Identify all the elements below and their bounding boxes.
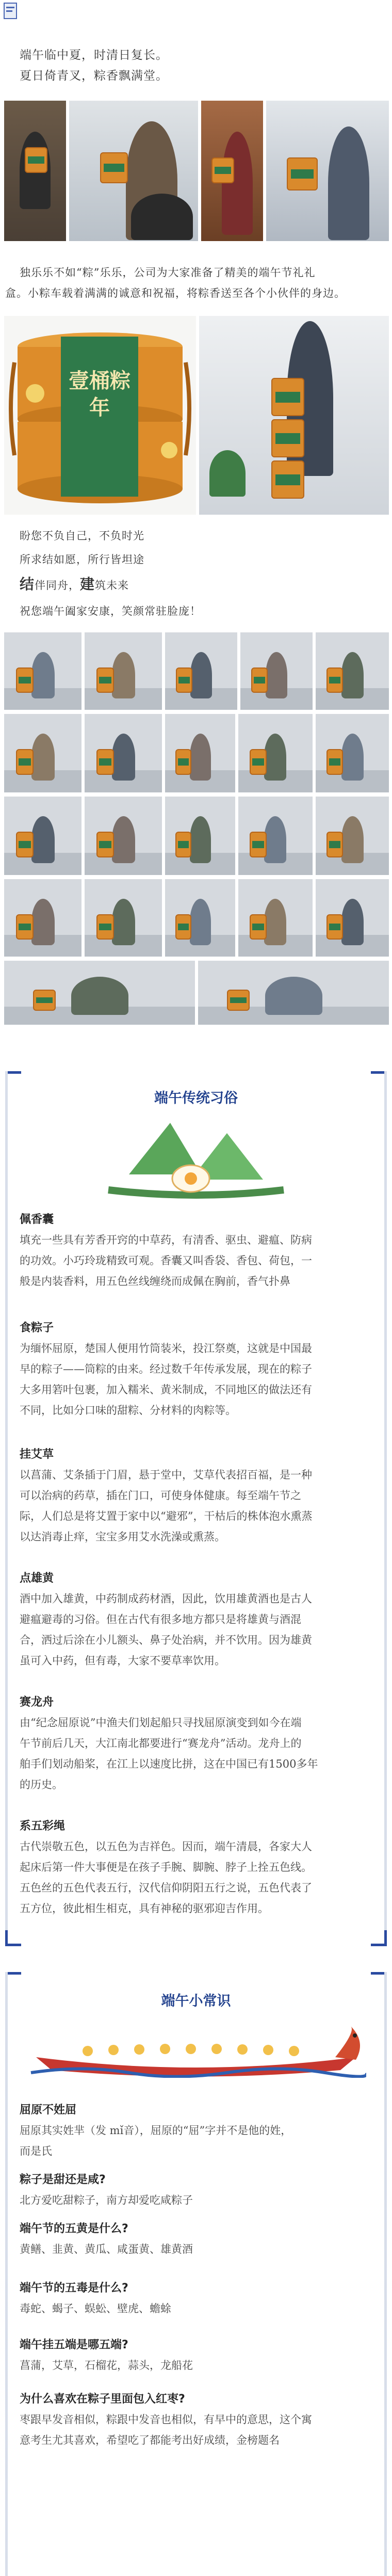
custom-text-line: 的历史。 [20, 1778, 63, 1791]
knowledge-question-2: 粽子是甜还是咸? [20, 2173, 106, 2186]
poem-line-4: 祝您端午阖家安康，笑颜常驻脸庞！ [20, 605, 201, 617]
custom-text-line: 五方位，彼此相生相克，具有神秘的驱邪迎吉作用。 [20, 1902, 269, 1915]
poem-part-1: 伴同舟， [35, 579, 80, 592]
staff-photo-8 [165, 714, 235, 792]
custom-text-line: 合，洒过后涂在小儿额头、鼻子处治病，并不饮用。因为雄黄 [20, 1634, 312, 1646]
custom-heading-3: 挂艾草 [20, 1448, 54, 1461]
knowledge-answer-line: 枣跟早发音相似，粽跟中发音也相似，有早中的意思，这个寓 [20, 2413, 312, 2426]
customs-title: 端午传统习俗 [154, 1090, 238, 1106]
custom-text-line: 为缅怀屈原，楚国人便用竹筒装米，投江祭奠，这就是中国最 [20, 1342, 312, 1355]
gift-text-1: 独乐乐不如“粽”乐乐，公司为大家准备了精美的端午节礼礼 [20, 266, 316, 279]
custom-text-line: 午节前后几天，大江南北都要进行“赛龙舟”活动。龙舟上的 [20, 1737, 302, 1750]
custom-text-line: 的功效。小巧玲珑精致可观。香囊又叫香袋、香包、荷包，一 [20, 1254, 312, 1267]
gift-text-2: 盒。小粽车载着满满的诚意和祝福，将粽香送至各个小伙伴的身边。 [5, 287, 346, 299]
gift-box-image [4, 316, 196, 515]
knowledge-answer-line: 而是氏 [20, 2145, 52, 2157]
custom-text-line: 不同，比如分口味的甜粽、分材料的肉粽等。 [20, 1404, 236, 1417]
staff-photo-11 [4, 797, 81, 875]
staff-photo-4 [240, 632, 313, 710]
staff-photo-13 [165, 797, 235, 875]
custom-text-line: 五色丝的五色代表五行，汉代信仰阴阳五行之说，五色代表了 [20, 1882, 312, 1894]
custom-heading-4: 点雄黄 [20, 1572, 54, 1585]
custom-text-line: 以达消毒止痒，宝宝多用艾水洗澡或熏蒸。 [20, 1531, 225, 1543]
knowledge-answer-line: 毒蛇、蝎子、蜈蚣、壁虎、蟾蜍 [20, 2302, 171, 2315]
knowledge-answer-line: 菖蒲，艾草，石榴花，蒜头，龙船花 [20, 2359, 193, 2372]
custom-heading-5: 赛龙舟 [20, 1696, 54, 1709]
staff-photo-3 [165, 632, 237, 710]
knowledge-answer-line: 北方爱吃甜粽子，南方却爱吃咸粽子 [20, 2194, 193, 2206]
custom-text-line: 可以治病的药草，插在门口，可使身体健康。每至端午节之 [20, 1489, 301, 1502]
knowledge-question-6: 为什么喜欢在粽子里面包入红枣? [20, 2393, 185, 2406]
poem-part-2: 筑未来 [95, 579, 129, 592]
staff-photo-19 [238, 879, 313, 957]
staff-photo-20 [316, 879, 389, 957]
custom-text-line: 古代崇敬五色，以五色为吉祥色。因而，端午清晨，各家大人 [20, 1840, 312, 1853]
photo-distribution-2 [69, 101, 198, 241]
knowledge-question-3: 端午节的五黄是什么? [20, 2222, 128, 2235]
intro-line-1: 端午临中夏，时清日复长。 [20, 49, 168, 62]
staff-photo-7 [85, 714, 162, 792]
photo-gift-stack [199, 316, 389, 515]
custom-text-line: 起床后第一件大事便是在孩子手腕、脚腕、脖子上拴五色线。 [20, 1861, 312, 1873]
custom-text-line: 以菖蒲、艾条插于门眉，悬于堂中，艾草代表招百福，是一种 [20, 1469, 312, 1481]
frame-corner-br [371, 1930, 387, 1946]
knowledge-title: 端午小常识 [161, 1993, 231, 2009]
photo-distribution-4 [266, 101, 389, 241]
staff-photo-1 [4, 632, 81, 710]
knowledge-answer-line: 屈原其实姓芈（发 mǐ音），屈原的“屈”字并不是他的姓， [20, 2124, 292, 2137]
custom-text-line: 避瘟避毒的习俗。但在古代有很多地方都只是将雄黄与酒混 [20, 1613, 301, 1626]
photo-distribution-3 [201, 101, 263, 241]
staff-photo-14 [238, 797, 313, 875]
staff-photo-17 [85, 879, 162, 957]
knowledge-section [5, 1972, 387, 2576]
poem-line-1: 盼您不负自己，不负时光 [20, 530, 144, 542]
custom-heading-1: 佩香囊 [20, 1213, 54, 1226]
custom-text-line: 填充一些具有芳香开窍的中草药，有清香、驱虫、避瘟、防病 [20, 1234, 312, 1246]
frame-corner-bl [5, 1930, 21, 1946]
customs-section [5, 1071, 387, 1946]
staff-photo-10 [316, 714, 389, 792]
staff-photo-21 [4, 961, 195, 1025]
zongzi-illustration [98, 1112, 294, 1200]
staff-photo-5 [316, 632, 389, 710]
staff-photo-18 [165, 879, 235, 957]
custom-text-line: 由“纪念屈原说”中渔夫们划起船只寻找屈原演变到如今在端 [20, 1716, 302, 1729]
staff-photo-22 [198, 961, 389, 1025]
custom-text-line: 酒中加入雄黄，中药制成药材酒，因此，饮用雄黄酒也是古人 [20, 1593, 312, 1605]
knowledge-question-4: 端午节的五毒是什么? [20, 2282, 128, 2295]
photo-distribution-1 [4, 101, 66, 241]
custom-text-line: 大多用箬叶包裹，加入糯米、黄米制成，不同地区的做法还有 [20, 1384, 312, 1396]
gift-box-title: 壹桶粽年 [69, 369, 130, 420]
staff-photo-15 [316, 797, 389, 875]
custom-text-line: 际，人们总是将艾置于家中以“避邪”，干枯后的株体泡水熏蒸 [20, 1510, 313, 1522]
custom-text-line: 虽可入中药，但有毒，大家不要草率饮用。 [20, 1655, 225, 1667]
poem-emph-2: 建 [80, 576, 95, 593]
poem-line-2: 所求结如愿，所行皆坦途 [20, 553, 144, 566]
staff-photo-grid [4, 632, 389, 1025]
staff-photo-9 [238, 714, 313, 792]
knowledge-answer-line: 黄鳝、韭黄、黄瓜、咸蛋黄、雄黄酒 [20, 2243, 193, 2255]
custom-heading-6: 系五彩绳 [20, 1820, 66, 1833]
knowledge-question-5: 端午挂五端是哪五端? [20, 2339, 128, 2351]
custom-heading-2: 食粽子 [20, 1322, 54, 1334]
poem-line-3 [20, 573, 129, 594]
knowledge-question-1: 屈原不姓屈 [20, 2104, 77, 2117]
custom-text-line: 般是内装香料，用五色丝线缠绕而成佩在胸前，香气扑鼻 [20, 1275, 290, 1287]
staff-photo-16 [4, 879, 81, 957]
staff-photo-6 [4, 714, 81, 792]
custom-text-line: 早的粽子——筒粽的由来。经过数千年传承发展，现在的粽子 [20, 1363, 312, 1375]
staff-photo-2 [85, 632, 162, 710]
custom-text-line: 舶手们划动船桨，在江上以速度比拼，这在中国已有1500多年 [20, 1758, 318, 1770]
intro-line-2: 夏日倚青叉，粽香飘满堂。 [20, 69, 168, 83]
document-icon [3, 2, 19, 20]
staff-photo-12 [85, 797, 162, 875]
dragon-boat-illustration [26, 2021, 366, 2078]
knowledge-answer-line: 意考生尤其喜欢，希望吃了都能考出好成绩，金榜题名 [20, 2434, 280, 2446]
poem-emph-1: 结 [20, 576, 35, 593]
